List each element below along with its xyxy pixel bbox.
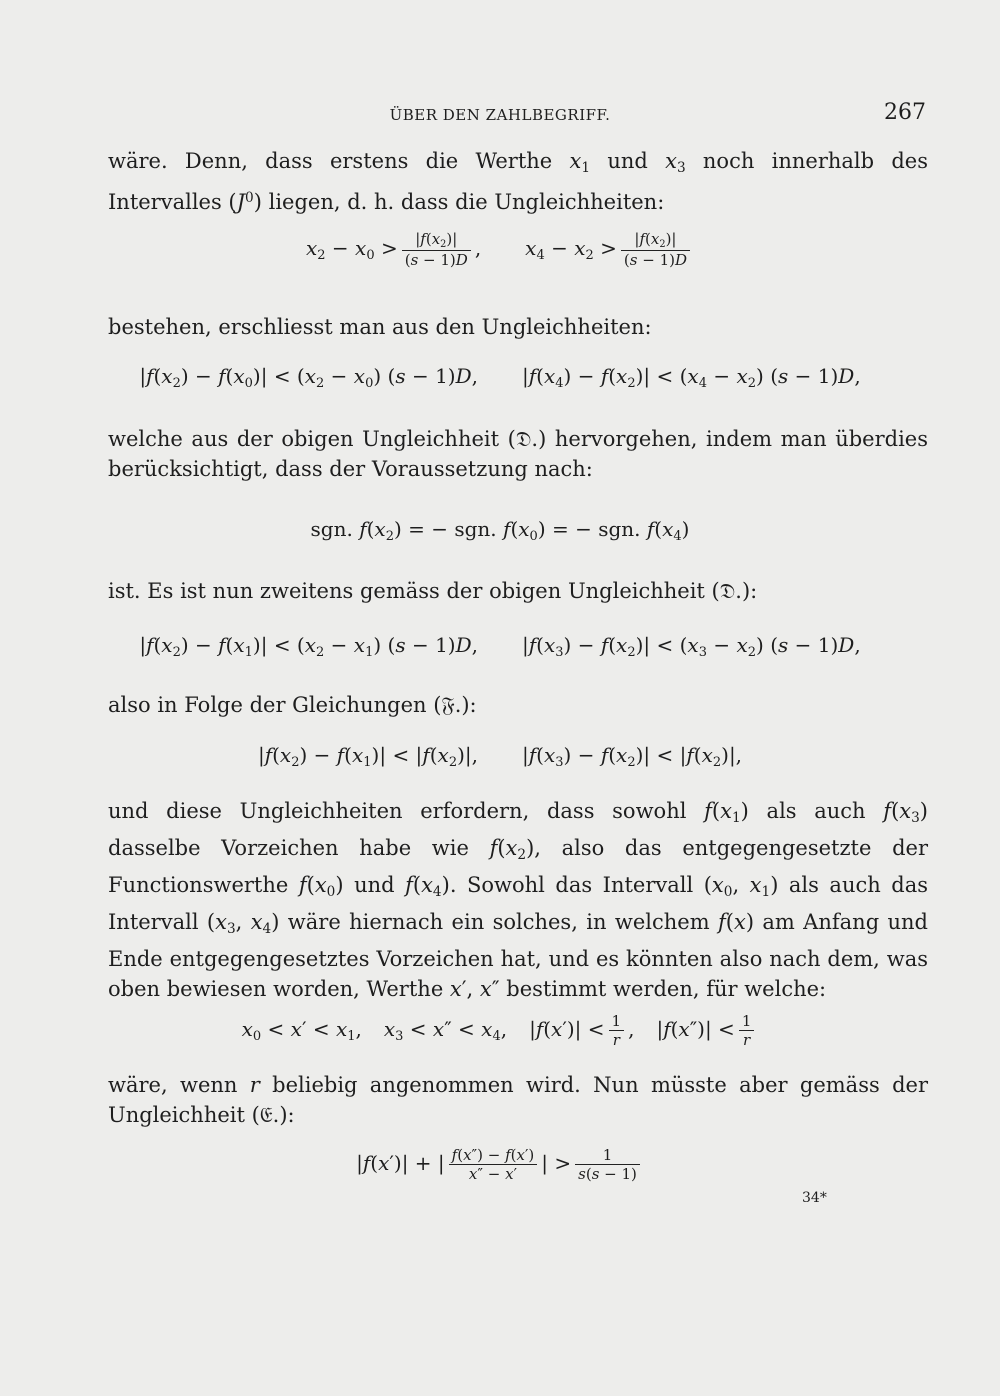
formula-bounds-x-prime: $x_0 < x' < x_1$, $x_3 < x'' < x_4$, |f(x′)| < $\frac{1}{r}$ , |f(x″)| < $\frac{1}{r}$	[0, 1012, 1000, 1049]
formula-interval-inequalities: $x_2 - x_0$ > $\frac{|f(x_2)|}{(s - 1)D}$ , $x_4 - x_2$ > $\frac{|f(x_2)|}{(s - 1)D}$	[0, 230, 1000, 269]
page-number: 267	[884, 100, 926, 125]
running-header-title: ÜBER DEN ZAHLBEGRIFF.	[389, 106, 611, 124]
paragraph-4: ist. Es ist nun zweitens gemäss der obigen Ungleichheit (𝔇.):	[108, 579, 758, 603]
paragraph-1: wäre. Denn, dass erstens die Werthe $x_1$ und $x_3$ noch innerhalb des Intervalles $(J^0)$ liegen, d. h. dass die Ungleichheiten:	[108, 149, 928, 214]
paragraph-2: bestehen, erschliesst man aus den Ungleichheiten:	[108, 315, 652, 339]
sheet-signature: 34*	[802, 1190, 827, 1206]
formula-difference-bounds-1: $|f(x_2) - f(x_0)| < (x_2 - x_0) (s - 1)D$, $|f(x_4) - f(x_2)| < (x_4 - x_2) (s - 1)D$,	[139, 364, 861, 391]
formula-difference-bounds-2: $|f(x_2) - f(x_1)| < (x_2 - x_1) (s - 1)D$, $|f(x_3) - f(x_2)| < (x_3 - x_2) (s - 1)D$,	[139, 633, 861, 660]
formula-sign-equality: sgn. $f(x_2)$ = − sgn. $f(x_0)$ = − sgn. $f(x_4)$	[310, 517, 690, 544]
formula-final-inequality: |f(x′)| + | $\frac{f(x'') - f(x')}{x'' - x'}$ | > $\frac{1}{s(s - 1)}$	[0, 1146, 1000, 1183]
paragraph-7: wäre, wenn r beliebig angenommen wird. Nun müsste aber gemäss der Ungleichheit (𝔈.):	[108, 1073, 928, 1127]
paragraph-5: also in Folge der Gleichungen (𝔉.):	[108, 693, 477, 717]
formula-absolute-bounds: $|f(x_2) - f(x_1)| < |f(x_2)|$, $|f(x_3) - f(x_2)| < |f(x_2)|$,	[257, 743, 743, 770]
paragraph-3: welche aus der obigen Ungleichheit (𝔇.) hervorgehen, indem man überdies berücksichtigt, dass der Voraussetzung nach:	[108, 427, 928, 481]
paragraph-6: und diese Ungleichheiten erfordern, dass sowohl $f(x_1)$ als auch $f(x_3)$ dasselbe Vorzeichen habe wie $f(x_2)$, also das entgegengesetzte der Functionswerthe $f(x_0)$ und $f(x_4)$. Sowohl das Intervall ($x_0$, $x_1$) als auch das Intervall ($x_3$, $x_4$) wäre hiernach ein solches, in welchem f(x) am Anfang und Ende entgegengesetztes Vorzeichen hat, und es könnten also nach dem, was oben bewiesen worden, Werthe x′, x″ bestimmt werden, für welche:	[108, 799, 929, 1002]
